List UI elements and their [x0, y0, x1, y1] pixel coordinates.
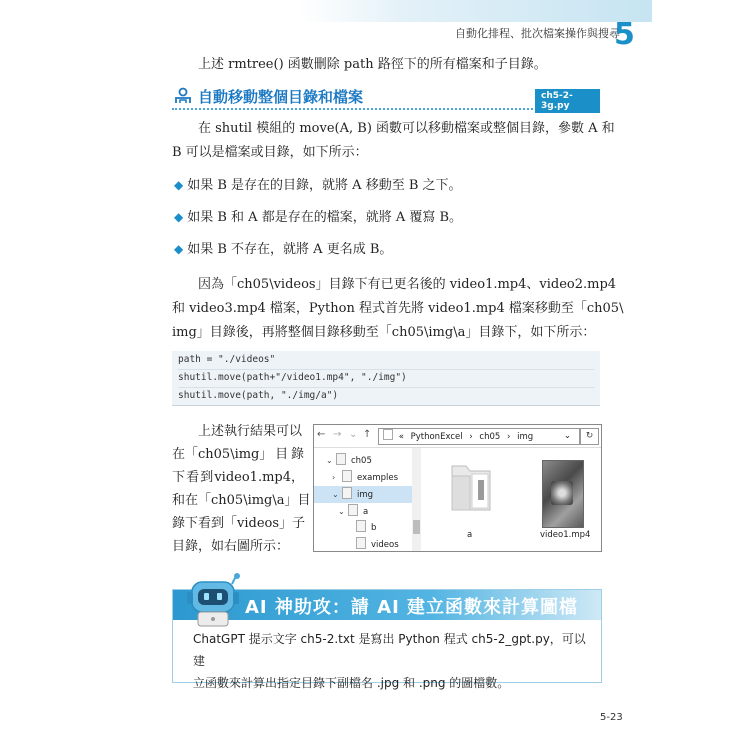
tree-item-img[interactable]: ⌄ img [314, 486, 412, 503]
back-arrow-icon[interactable]: ← [317, 429, 326, 440]
person-icon [174, 87, 192, 105]
code-block [172, 351, 600, 406]
example-line1: 因為「ch05\videos」目錄下有已更名後的 video1.mp4、video2.mp4 [198, 277, 617, 292]
page-number: 5-23 [600, 712, 623, 723]
recent-dropdown-icon[interactable]: ⌄ [349, 429, 358, 440]
folder-icon [348, 504, 358, 516]
breadcrumb-ch05[interactable]: ch05 [479, 432, 501, 442]
diamond-bullet-icon: ◆ [174, 210, 184, 224]
chapter-number: 5 [614, 17, 635, 52]
folder-icon [336, 453, 346, 465]
ai-tip-body: ChatGPT 提示文字 ch5-2.txt 是寫出 Python 程式 ch5-2_gpt.py，可以建 立函數來計算出指定目錄下副檔名 .jpg 和 .png 的圖檔數。 [193, 632, 586, 690]
chevron-down-icon[interactable]: ⌄ [338, 507, 345, 516]
bullet-item-3: ◆ 如果 B 不存在，就將 A 更名成 B。 [174, 242, 393, 257]
move-desc-line2: B 可以是檔案或目錄，如下所示： [172, 145, 368, 160]
code-line-2: shutil.move(path+"/video1.mp4", "./img") [178, 369, 594, 388]
chevron-right-icon[interactable]: › [332, 473, 336, 482]
explorer-toolbar [314, 425, 601, 448]
tree-item-examples[interactable]: › examples [332, 469, 398, 486]
scrollbar-thumb[interactable] [413, 520, 420, 534]
folder-icon [356, 520, 366, 532]
folder-icon [342, 470, 352, 482]
tree-item-b[interactable]: b [346, 520, 376, 537]
chevron-down-icon[interactable]: ⌄ [332, 490, 339, 499]
bullet-item-2: ◆ 如果 B 和 A 都是存在的檔案，就將 A 覆寫 B。 [174, 210, 463, 225]
address-dropdown-icon[interactable]: ⌄ [563, 431, 571, 441]
header-band [300, 0, 652, 22]
intro-paragraph: 上述 rmtree() 函數刪除 path 路徑下的所有檔案和子目錄。 [198, 57, 547, 72]
section-title: 自動移動整個目錄和檔案 [198, 88, 364, 106]
folder-icon [342, 487, 352, 499]
code-line-1: path = "./videos" [178, 351, 594, 370]
breadcrumb-chevron: « [398, 432, 404, 442]
folder-small-icon [383, 429, 393, 440]
breadcrumb-img[interactable]: img [517, 432, 534, 442]
tree-item-ch05[interactable]: ⌄ ch05 [326, 452, 372, 469]
folder-content [422, 448, 601, 551]
breadcrumb-pythonexcel[interactable]: PythonExcel [410, 432, 463, 442]
result-description: 上述執行結果可以 在「ch05\img」 目 錄 下 看 到 video1.mp4， 和在「ch05\img\a」目 錄下看到「videos」 子 目錄，如右圖所示： [172, 424, 311, 554]
folder-large-icon[interactable] [450, 462, 492, 512]
folder-icon [356, 537, 366, 549]
file-name-video1: video1.mp4 [540, 530, 591, 540]
folder-tree [314, 448, 422, 551]
video-thumbnail[interactable] [542, 460, 584, 528]
diamond-bullet-icon: ◆ [174, 178, 184, 192]
section-file-tag: ch5-2-3g.py [535, 89, 600, 113]
section-heading [172, 86, 600, 110]
file-explorer-screenshot [313, 424, 602, 552]
refresh-icon[interactable]: ↻ [580, 428, 599, 445]
address-bar[interactable] [378, 428, 580, 445]
up-arrow-icon[interactable]: ↑ [363, 429, 372, 440]
example-line3: img」目錄後，再將整個目錄移動至「ch05\img\a」目錄下，如下所示： [172, 325, 596, 340]
ai-tip-title: AI 神助攻：請 AI 建立函數來計算圖檔 [245, 597, 579, 618]
move-desc-line1: 在 shutil 模組的 move(A, B) 函數可以移動檔案或整個目錄，參數 A 和 [198, 121, 615, 136]
running-title: 自動化排程、批次檔案操作與搜尋 [455, 27, 620, 40]
tree-item-videos[interactable]: videos [346, 537, 399, 552]
diamond-bullet-icon: ◆ [174, 242, 184, 256]
forward-arrow-icon[interactable]: → [333, 429, 342, 440]
breadcrumb-separator: › [507, 432, 511, 442]
example-line2: 和 video3.mp4 檔案，Python 程式首先將 video1.mp4 檔案移動至「ch05\ [172, 301, 624, 316]
chevron-down-icon[interactable]: ⌄ [326, 456, 333, 465]
bullet-item-1: ◆ 如果 B 是存在的目錄，就將 A 移動至 B 之下。 [174, 178, 462, 193]
robot-mascot-icon [186, 572, 244, 628]
code-line-3: shutil.move(path, "./img/a") [178, 390, 339, 401]
tree-item-a[interactable]: ⌄ a [338, 503, 368, 520]
file-name-a: a [467, 530, 473, 540]
tree-scrollbar[interactable] [412, 448, 421, 551]
breadcrumb-separator: › [469, 432, 473, 442]
